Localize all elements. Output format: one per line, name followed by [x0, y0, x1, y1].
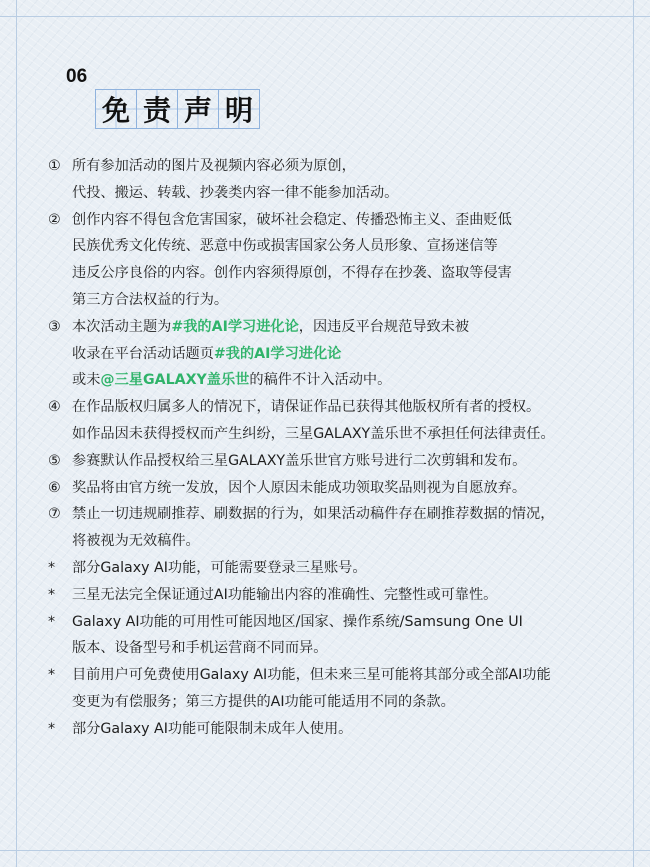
text-segment: 第三方合法权益的行为。 [72, 291, 229, 308]
text-line [72, 475, 628, 502]
text-line [72, 233, 628, 260]
text-segment: 奖品将由官方统一发放，因个人原因未能成功领取奖品则视为自愿放弃。 [72, 479, 527, 496]
frame-line-top [0, 16, 650, 17]
list-item [48, 609, 628, 663]
list-marker: ⑤ [48, 452, 61, 469]
text-line [72, 207, 628, 234]
item-text [72, 394, 628, 448]
text-segment: ，因违反平台规范导致未被 [298, 318, 470, 335]
text-segment: 的稿件不计入活动中。 [249, 372, 392, 389]
item-text [72, 555, 628, 582]
list-marker: ⑦ [48, 506, 61, 523]
text-line [72, 153, 628, 180]
text-segment: 部分Galaxy AI功能可能限制未成年人使用。 [72, 720, 353, 737]
frame-line-bottom [0, 850, 650, 851]
text-segment: Galaxy AI功能的可用性可能因地区/国家、操作系统/Samsung One UI [72, 613, 523, 630]
text-line [72, 448, 628, 475]
text-line [72, 394, 628, 421]
text-line [72, 501, 628, 528]
list-marker: * [48, 667, 56, 684]
list-marker: * [48, 613, 56, 630]
text-segment: 参赛默认作品授权给三星GALAXY盖乐世官方账号进行二次剪辑和发布。 [72, 452, 527, 469]
title-char: 责 [136, 89, 178, 129]
title-char: 免 [95, 89, 137, 129]
list-marker: ② [48, 211, 61, 228]
text-segment: 目前用户可免费使用Galaxy AI功能，但未来三星可能将其部分或全部AI功能 [72, 667, 551, 684]
text-line [72, 367, 628, 394]
text-line [72, 314, 628, 341]
list-item [48, 448, 628, 475]
list-marker: * [48, 720, 56, 737]
text-line [72, 689, 628, 716]
item-text [72, 153, 628, 207]
frame-line-right [633, 0, 634, 867]
text-line [72, 555, 628, 582]
item-text [72, 609, 628, 663]
list-item [48, 582, 628, 609]
text-line [72, 662, 628, 689]
list-item [48, 501, 628, 555]
text-line [72, 341, 628, 368]
text-line [72, 180, 628, 207]
text-segment: 变更为有偿服务；第三方提供的AI功能可能适用不同的条款。 [72, 693, 455, 710]
list-item [48, 153, 628, 207]
list-marker: * [48, 586, 56, 603]
frame-line-left [16, 0, 17, 867]
text-line [72, 260, 628, 287]
list-marker: * [48, 559, 56, 576]
text-segment: 本次活动主题为 [72, 318, 172, 335]
list-item [48, 662, 628, 716]
text-segment: 如作品因未获得授权而产生纠纷，三星GALAXY盖乐世不承担任何法律责任。 [72, 425, 555, 442]
list-item [48, 207, 628, 314]
text-line [72, 421, 628, 448]
text-line [72, 287, 628, 314]
text-segment: 三星无法完全保证通过AI功能输出内容的准确性、完整性或可靠性。 [72, 586, 498, 603]
list-marker: ① [48, 158, 61, 174]
list-marker: ④ [48, 399, 61, 416]
title-char: 明 [218, 89, 260, 129]
highlight-text: @三星GALAXY盖乐世 [100, 372, 250, 389]
list-item [48, 475, 628, 502]
text-segment: 代投、搬运、转载、抄袭类内容一律不能参加活动。 [72, 184, 399, 201]
text-segment: 收录在平台活动话题页 [72, 345, 214, 362]
section-number: 06 [66, 66, 88, 87]
item-text [72, 501, 628, 555]
text-line [72, 528, 628, 555]
text-segment: 违反公序良俗的内容。创作内容须得原创，不得存在抄袭、盗取等侵害 [72, 265, 512, 282]
item-text [72, 582, 628, 609]
text-line [72, 716, 628, 743]
item-text [72, 662, 628, 716]
item-text [72, 716, 628, 743]
list-marker: ⑥ [48, 479, 61, 496]
item-text [72, 448, 628, 475]
item-text [72, 314, 628, 394]
highlight-text: #我的AI学习进化论 [213, 345, 342, 362]
item-text [72, 475, 628, 502]
item-text [72, 207, 628, 314]
list-item [48, 716, 628, 743]
text-segment: 创作内容不得包含危害国家，破坏社会稳定、传播恐怖主义、歪曲贬低 [72, 211, 512, 228]
text-line [72, 635, 628, 662]
text-segment: 版本、设备型号和手机运营商不同而异。 [72, 640, 328, 657]
list-marker: ③ [48, 318, 61, 335]
text-segment: 民族优秀文化传统、恶意中伤或损害国家公务人员形象、宣扬迷信等 [72, 238, 498, 255]
text-line [72, 609, 628, 636]
text-line [72, 582, 628, 609]
title-char: 声 [177, 89, 219, 129]
highlight-text: #我的AI学习进化论 [171, 318, 299, 335]
list-item [48, 394, 628, 448]
page-title [96, 89, 260, 129]
list-item [48, 314, 628, 394]
list-item [48, 555, 628, 582]
text-segment: 禁止一切违规刷推荐、刷数据的行为，如果活动稿件存在刷推荐数据的情况， [72, 506, 555, 523]
text-segment: 将被视为无效稿件。 [72, 533, 200, 550]
text-segment: 所有参加活动的图片及视频内容必须为原创， [72, 158, 356, 174]
text-segment: 在作品版权归属多人的情况下，请保证作品已获得其他版权所有者的授权。 [72, 399, 541, 416]
text-segment: 部分Galaxy AI功能，可能需要登录三星账号。 [72, 559, 367, 576]
text-segment: 或未 [72, 372, 101, 389]
disclaimer-list [48, 153, 628, 743]
